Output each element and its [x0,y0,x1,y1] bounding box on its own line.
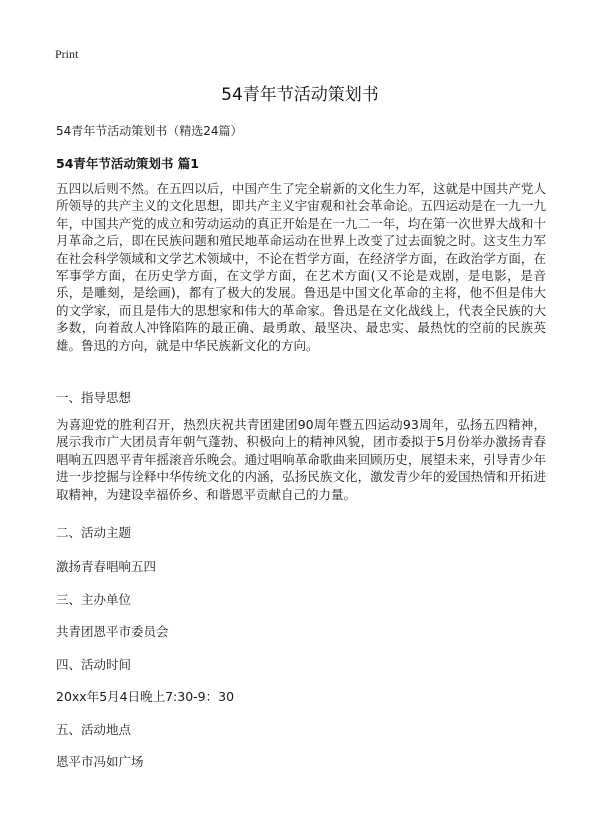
time-value: 20xx年5月4日晚上7:30-9：30 [56,689,235,704]
theme-heading: 二、活动主题 [56,525,132,540]
document-title: 54青年节活动策划书 [221,85,379,105]
place-value: 恩平市冯如广场 [56,754,144,769]
guide-paragraph: 为喜迎党的胜利召开，热烈庆祝共青团建团90周年暨五四运动93周年，弘扬五四精神，展示我市广大团员青年朝气蓬勃、积极向上的精神风貌，团市委拟于5月份举办激扬青春唱响五四恩平青年摇滚音乐晚会。通过唱响革命歌曲来回顾历史，展望未来，引导青少年进一步挖掘与诠释中华传统文化的内涵，弘扬民族文化，激发青少年的爱国热情和开拓进取精神，为建设幸福侨乡、和谐恩平贡献自己的力量。 [56,417,546,502]
organizer-heading: 三、主办单位 [56,592,132,607]
section-title: 54青年节活动策划书 篇1 [56,156,199,171]
guide-heading: 一、指导思想 [56,390,132,405]
print-label[interactable]: Print [55,47,79,61]
document-subtitle: 54青年节活动策划书（精选24篇） [56,124,243,138]
theme-value: 激扬青春唱响五四 [56,559,157,574]
intro-paragraph: 五四以后则不然。在五四以后，中国产生了完全崭新的文化生力军，这就是中国共产党人所领导的共产主义的文化思想，即共产主义宇宙观和社会革命论。五四运动是在一九一九年，中国共产党的成立和劳动运动的真正开始是在一九二一年，均在第一次世界大战和十月革命之后，即在民族问题和殖民地革命运动在世界上改变了过去面貌之时。这支生力军在社会科学领域和文学艺术领域中，不论在哲学方面，在经济学方面，在政治学方面，在军事学方面，在历史学方面，在文学方面，在艺术方面(又不论是戏剧，是电影，是音乐，是雕刻，是绘画)，都有了极大的发展。鲁迅是中国文化革命的主将，他不但是伟大的文学家，而且是伟大的思想家和伟大的革命家。鲁迅是在文化战线上，代表全民族的大多数，向着敌人冲锋陷阵的最正确、最勇敢、最坚决、最忠实、最热忱的空前的民族英雄。鲁迅的方向，就是中华民族新文化的方向。 [56,181,546,353]
organizer-value: 共青团恩平市委员会 [56,624,169,639]
time-heading: 四、活动时间 [56,657,132,672]
place-heading: 五、活动地点 [56,722,132,737]
